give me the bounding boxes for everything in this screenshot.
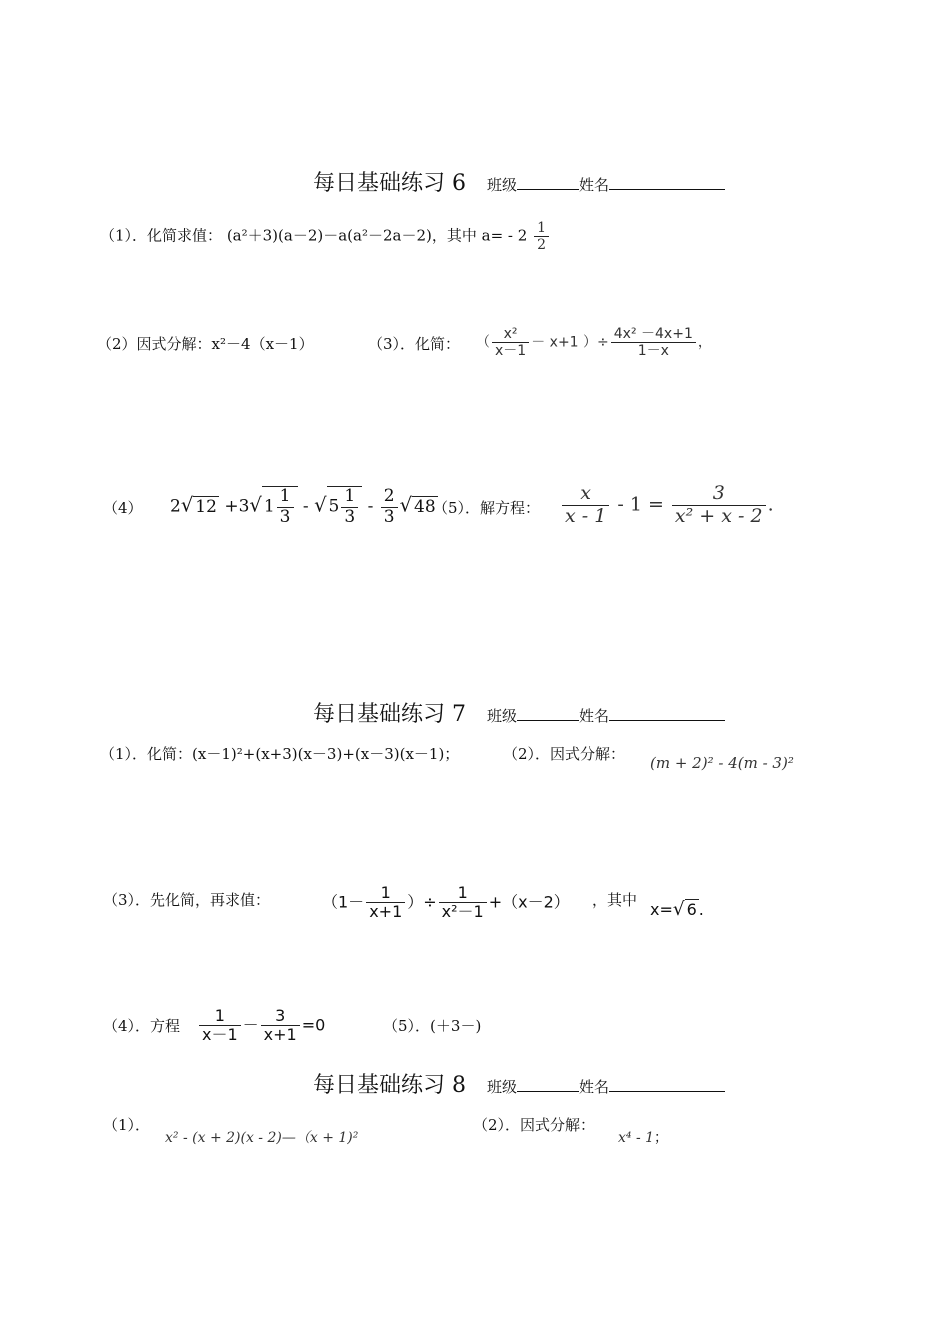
s7-question-3-condition-value: x=√ 6 . bbox=[650, 899, 704, 920]
question-label: （1）．化简： bbox=[100, 745, 193, 763]
mixed-fraction: $\frac{1}{2}$ bbox=[534, 220, 549, 253]
question-label: （2）．因式分解： bbox=[503, 745, 626, 763]
fraction: $\frac{\text{4x² －4x+1}}{1-x}$ bbox=[611, 326, 696, 359]
s7-question-3-condition: ，其中 bbox=[592, 891, 638, 909]
question-label: （1）． bbox=[103, 1116, 151, 1134]
name-label: 姓名 bbox=[579, 707, 610, 725]
s6-question-4-expression: 2√ 12 +3√ 1 $\frac{1}{3}$ - √ 5 $\frac{1}{3}$ - $\frac{2}{3}$ √ 48 bbox=[170, 486, 436, 527]
section-6-header bbox=[313, 166, 725, 197]
s6-question-5-expression: $\frac{x}{x - 1}$ - 1 = $\frac{3}{\text{x² + x - 2}}$ . bbox=[560, 483, 774, 528]
fraction: $\frac{\text{x²}}{x-1}$ bbox=[492, 326, 529, 359]
question-label: （4）．方程 bbox=[103, 1017, 181, 1035]
s7-question-2 bbox=[503, 743, 625, 764]
question-label: （5）．解方程： bbox=[433, 499, 541, 517]
name-label: 姓名 bbox=[579, 176, 610, 194]
question-label: （2）因式分解： bbox=[97, 335, 212, 353]
s6-question-3-expression: （ $\frac{\text{x²}}{x-1}$ － x+1 ）÷ $\frac{\text{4x² －4x+1}}{1-x}$ ， bbox=[476, 326, 712, 360]
question-expression: x²－4（x－1） bbox=[211, 335, 314, 353]
s7-question-3-expression: （1－ $\frac{1}{x+1}$ ）÷ $\frac{1}{\text{x²－1}}$ +（x－2） bbox=[322, 883, 570, 922]
question-label: （4） bbox=[103, 499, 143, 517]
class-blank[interactable] bbox=[517, 1077, 579, 1092]
section-title: 每日基础练习 7 bbox=[313, 702, 466, 727]
question-expression: (x－1)²+(x+3)(x－3)+(x－3)(x－1)； bbox=[192, 745, 460, 763]
s6-question-5 bbox=[433, 497, 540, 518]
question-label: （3）．先化简，再求值： bbox=[103, 891, 271, 909]
section-7-header bbox=[313, 697, 725, 728]
question-label: （1）．化简求值： bbox=[100, 226, 223, 245]
class-blank[interactable] bbox=[517, 175, 579, 190]
class-label: 班级 bbox=[487, 176, 518, 194]
s7-question-5 bbox=[383, 1015, 481, 1036]
s8-question-2-expression: x⁴ - 1； bbox=[618, 1130, 669, 1146]
s7-question-4-expression: $\frac{1}{x-1}$ － $\frac{3}{x+1}$ =0 bbox=[197, 1007, 325, 1045]
name-blank[interactable] bbox=[609, 706, 725, 721]
name-label: 姓名 bbox=[579, 1078, 610, 1096]
section-8-header bbox=[313, 1068, 725, 1099]
section-title: 每日基础练习 6 bbox=[313, 171, 466, 196]
s6-question-4 bbox=[103, 497, 143, 518]
s6-question-2 bbox=[97, 333, 314, 354]
class-blank[interactable] bbox=[517, 706, 579, 721]
s7-question-2-expression: (m + 2)² - 4(m - 3)² bbox=[650, 754, 794, 772]
s8-question-2 bbox=[473, 1114, 595, 1135]
question-label: （3）．化简： bbox=[368, 335, 461, 353]
s7-question-4 bbox=[103, 1015, 180, 1036]
section-title: 每日基础练习 8 bbox=[313, 1073, 466, 1098]
s7-question-1 bbox=[100, 743, 459, 764]
class-label: 班级 bbox=[487, 1078, 518, 1096]
class-label: 班级 bbox=[487, 707, 518, 725]
question-label: （5）．(＋3－) bbox=[383, 1017, 482, 1035]
s6-question-3 bbox=[368, 333, 460, 354]
s8-question-1 bbox=[103, 1114, 150, 1135]
s8-question-1-expression: x² - (x + 2)(x - 2)—（x + 1)² bbox=[165, 1130, 359, 1146]
question-label: （2）．因式分解： bbox=[473, 1116, 596, 1134]
s7-question-3 bbox=[103, 889, 270, 910]
name-blank[interactable] bbox=[609, 1077, 725, 1092]
s6-question-1 bbox=[100, 220, 551, 253]
question-expression: (a²＋3)(a－2)－a(a²－2a－2)，其中 a= - 2 bbox=[226, 226, 528, 245]
name-blank[interactable] bbox=[609, 175, 725, 190]
